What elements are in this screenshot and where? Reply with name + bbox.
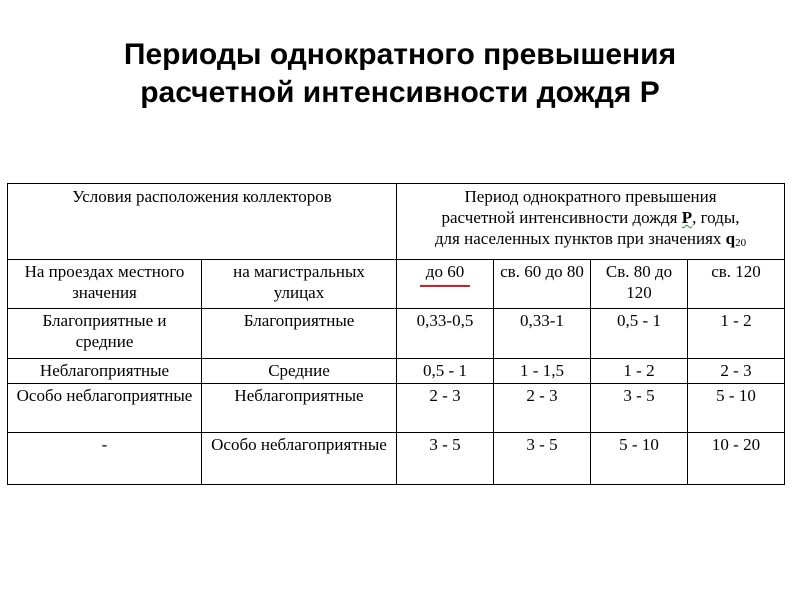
table-row [8, 433, 785, 485]
table-cell: Особо неблагоприятные [202, 433, 397, 485]
table-cell: Неблагоприятные [8, 359, 202, 384]
slide-title-line-2: расчетной интенсивности дождя Р [140, 76, 660, 109]
table-cell: Особо неблагоприятные [8, 384, 202, 433]
rain-period-table [7, 183, 785, 485]
table-cell: 3 - 5 [397, 433, 494, 485]
subheader-cell-main-streets: на магистральных улицах [202, 260, 397, 309]
subheader-cell-over-120: св. 120 [688, 260, 785, 309]
table-cell: 0,5 - 1 [591, 309, 688, 359]
table-cell: - [8, 433, 202, 485]
table-cell: 3 - 5 [494, 433, 591, 485]
table-cell: 2 - 3 [688, 359, 785, 384]
table-cell: 0,33-1 [494, 309, 591, 359]
table-cell: Неблагоприятные [202, 384, 397, 433]
table-row [8, 359, 785, 384]
table-cell: 3 - 5 [591, 384, 688, 433]
table-row [8, 384, 785, 433]
table-cell: Благоприятные [202, 309, 397, 359]
table-subheader-row [8, 260, 785, 309]
table-cell: 0,33-0,5 [397, 309, 494, 359]
table-cell: 2 - 3 [397, 384, 494, 433]
table-header-row [8, 184, 785, 260]
table-cell: 1 - 2 [591, 359, 688, 384]
table-cell: 2 - 3 [494, 384, 591, 433]
header-period-line-3: для населенных пунктов при значениях q20 [434, 229, 747, 249]
table-cell: Средние [202, 359, 397, 384]
header-period-cell [397, 184, 785, 260]
header-conditions-label: Условия расположения коллекторов [72, 187, 332, 206]
subheader-cell-60-80: св. 60 до 80 [494, 260, 591, 309]
table-cell: Благоприятные и средние [8, 309, 202, 359]
subheader-cell-up-to-60 [397, 260, 494, 309]
table-cell: 10 - 20 [688, 433, 785, 485]
table-cell: 0,5 - 1 [397, 359, 494, 384]
header-period-line-1: Период однократного превышения [464, 187, 717, 206]
slide-title-line-1: Периоды однократного превышения [123, 38, 677, 71]
table-cell: 5 - 10 [688, 384, 785, 433]
period-P-symbol: Р [681, 208, 693, 227]
subheader-cell-local-roads: На проездах местного значения [8, 260, 202, 309]
table-row [8, 309, 785, 359]
slide-title [0, 36, 800, 112]
table-cell: 5 - 10 [591, 433, 688, 485]
table-cell: 1 - 1,5 [494, 359, 591, 384]
q-subscript: 20 [735, 237, 747, 249]
subheader-cell-80-120: Св. 80 до 120 [591, 260, 688, 309]
up-to-60-label: до 60 [420, 261, 470, 287]
table-cell: 1 - 2 [688, 309, 785, 359]
header-conditions-cell [8, 184, 397, 260]
header-period-line-2: расчетной интенсивности дождя Р, годы, [441, 208, 740, 227]
q-symbol: q [725, 229, 736, 248]
